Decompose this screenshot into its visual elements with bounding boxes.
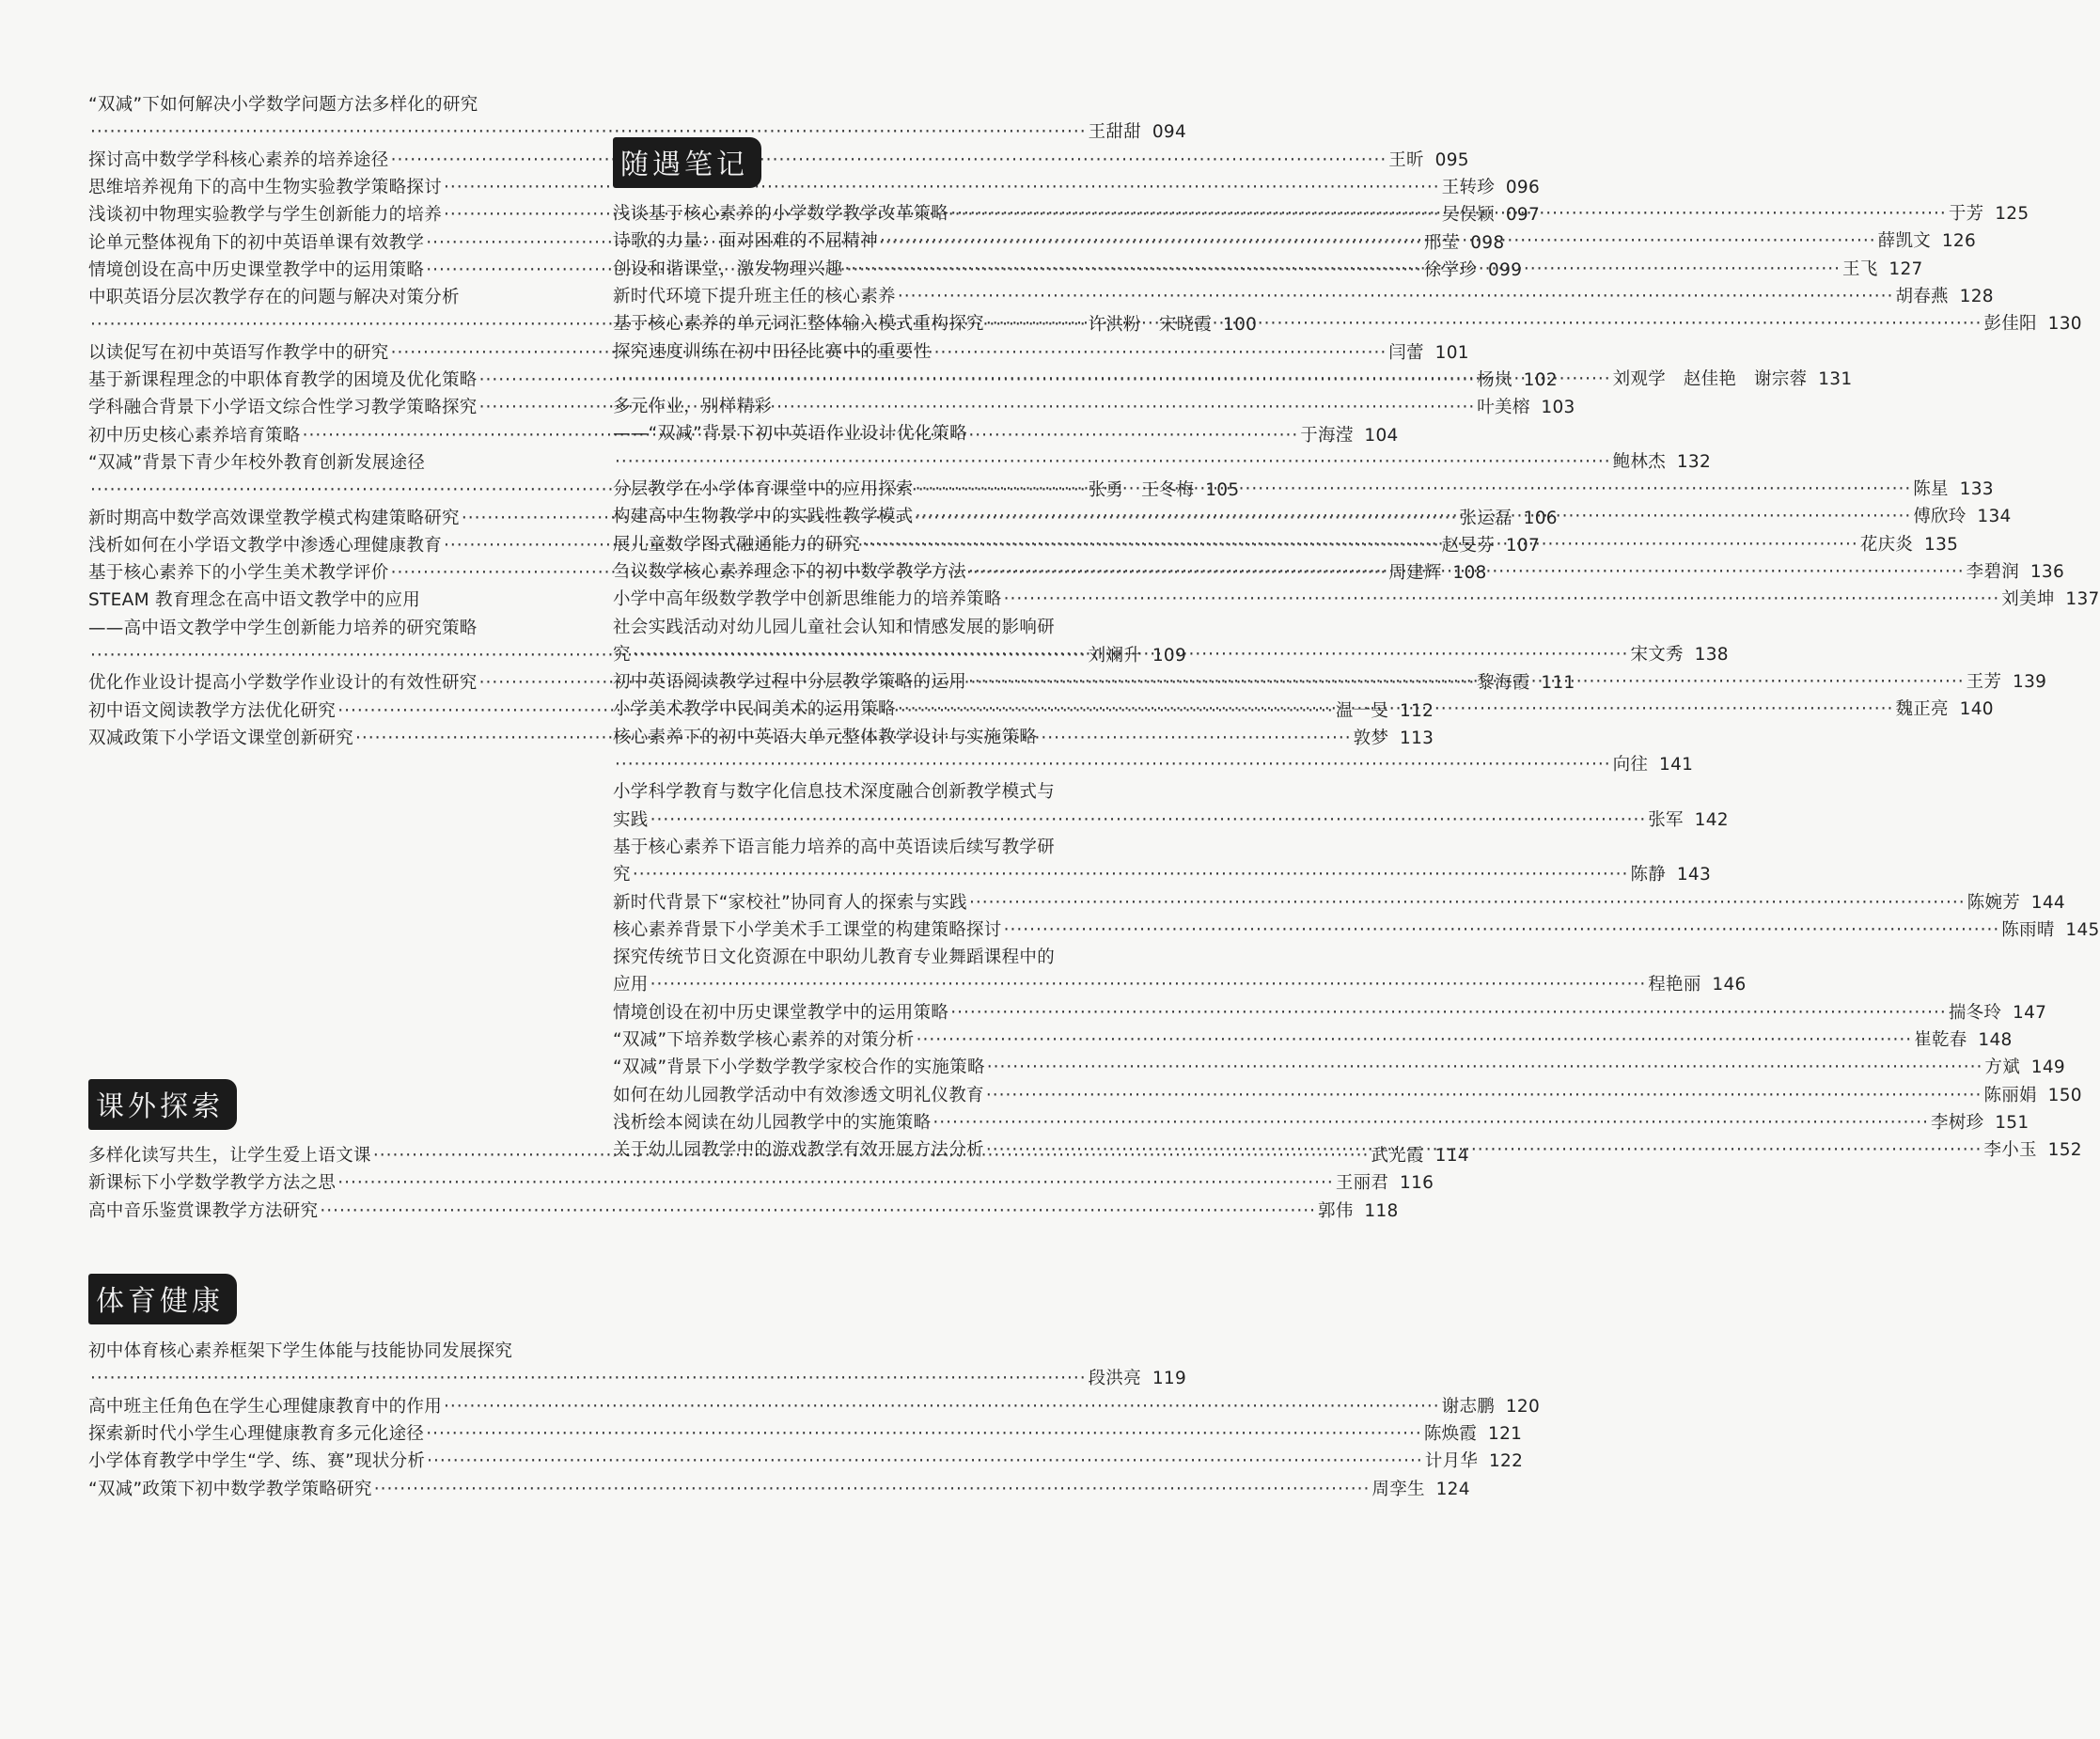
entry-page-number: 109 xyxy=(1152,645,1187,666)
leader-dots xyxy=(968,562,1965,582)
entry-title: 高中音乐鉴赏课教学方法研究 xyxy=(88,1200,319,1221)
entry-page-number: 141 xyxy=(1659,754,1694,775)
entry-author: 魏正亮 xyxy=(1895,699,1949,720)
entry-page-number: 151 xyxy=(1995,1112,2029,1133)
leader-dots xyxy=(1004,920,2000,940)
entry-title: 小学科学教育与数字化信息技术深度融合创新教学模式与 xyxy=(613,782,1056,803)
toc-entry[interactable] xyxy=(613,283,1994,310)
toc-line xyxy=(613,944,1106,971)
entry-author: 傅欣玲 xyxy=(1913,507,1967,527)
entry-title: 分层教学在小学体育课堂中的应用探索 xyxy=(613,479,914,499)
toc-line xyxy=(88,284,587,311)
entry-author: 刘观学 赵佳艳 谢宗蓉 xyxy=(1612,368,1808,389)
leader-dots xyxy=(633,865,1629,885)
toc-entry[interactable] xyxy=(613,1082,2082,1109)
entry-page-number: 102 xyxy=(1523,370,1558,390)
toc-entry[interactable] xyxy=(613,586,2100,613)
entry-page-number: 100 xyxy=(1223,315,1258,336)
toc-entry[interactable] xyxy=(613,916,2100,944)
entry-author: 于芳 xyxy=(1948,204,1984,224)
toc-line xyxy=(613,861,1712,888)
entry-page-number: 107 xyxy=(1505,535,1541,556)
section-heading-kewai: 课外探索 xyxy=(88,1079,237,1130)
leader-dots xyxy=(427,1451,1423,1471)
entry-author: 温一旻 xyxy=(1335,700,1389,721)
entry-page-number: 105 xyxy=(1205,480,1240,501)
entry-author: 郭伟 xyxy=(1318,1200,1354,1221)
entry-author: 方斌 xyxy=(1984,1058,2021,1078)
leader-dots xyxy=(880,231,1876,251)
entry-title: 小学美术教学中民间美术的运用策略 xyxy=(613,699,896,720)
toc-line xyxy=(613,999,2047,1026)
entry-author: 王甜甜 xyxy=(1088,122,1142,143)
entry-title: ——高中语文教学中学生创新能力培养的研究策略 xyxy=(88,618,478,638)
entry-page-number: 130 xyxy=(2047,314,2082,335)
entry-title: 情境创设在高中历史课堂教学中的运用策略 xyxy=(88,259,425,280)
entry-title: 探讨高中数学学科核心素养的培养途径 xyxy=(88,149,389,170)
entry-page-number: 126 xyxy=(1941,231,1977,252)
toc-line xyxy=(88,174,1541,201)
toc-entry[interactable] xyxy=(88,1393,1541,1420)
entry-title: 基于核心素养的单元词汇整体输入模式重构探究 xyxy=(613,314,984,335)
toc-line xyxy=(88,449,587,477)
entry-page-number: 132 xyxy=(1676,451,1712,472)
entry-title: 究 xyxy=(613,865,631,885)
entry-page-number: 097 xyxy=(1505,205,1541,226)
entry-author: 王昕 xyxy=(1388,149,1424,170)
entry-page-number: 095 xyxy=(1434,149,1469,170)
entry-page-number: 125 xyxy=(1995,204,2029,224)
entry-title: 社会实践活动对幼儿园儿童社会认知和情感发展的影响研 xyxy=(613,617,1056,637)
entry-page-number: 144 xyxy=(2030,892,2066,913)
entry-title: 实践 xyxy=(613,809,649,830)
leader-dots xyxy=(844,259,1841,279)
leader-dots xyxy=(916,479,1912,499)
toc-line xyxy=(88,367,1558,394)
entry-author: 吴俣颖 xyxy=(1441,205,1496,226)
toc-entry[interactable] xyxy=(613,1054,2066,1081)
toc-entry[interactable] xyxy=(88,1169,1434,1197)
entry-page-number: 152 xyxy=(2047,1140,2082,1161)
entry-author: 李小玉 xyxy=(1983,1140,2037,1161)
toc-entry[interactable] xyxy=(613,999,2047,1026)
toc-line xyxy=(613,807,1729,834)
entry-author: 张运磊 xyxy=(1459,508,1512,528)
toc-line xyxy=(88,1476,1470,1503)
leader-dots xyxy=(374,1480,1371,1499)
entry-author: 赵旻芬 xyxy=(1441,535,1496,556)
entry-author: 花庆炎 xyxy=(1859,534,1914,555)
leader-dots xyxy=(337,1173,1334,1193)
toc-line xyxy=(88,118,1187,146)
entry-title: 双减政策下小学语文课堂创新研究 xyxy=(88,728,354,748)
entry-page-number: 136 xyxy=(2029,561,2065,582)
entry-author: 敦梦 xyxy=(1353,728,1389,748)
toc-line xyxy=(613,1054,2066,1081)
entry-author: 宋文秀 xyxy=(1630,644,1684,665)
entry-page-number: 114 xyxy=(1434,1146,1469,1166)
entry-author: 李树珍 xyxy=(1931,1112,1984,1133)
entry-page-number: 101 xyxy=(1434,342,1469,363)
entry-title: 思维培养视角下的高中生物实验教学策略探讨 xyxy=(88,177,443,197)
entry-author: 周建辉 xyxy=(1388,563,1442,584)
toc-entry[interactable] xyxy=(88,367,1558,394)
entry-title: 小学中高年级数学教学中创新思维能力的培养策略 xyxy=(613,589,1002,610)
leader-dots xyxy=(986,314,1982,334)
entry-author: 张军 xyxy=(1648,809,1684,830)
entry-title: 如何在幼儿园教学活动中有效渗透文明礼仪教育 xyxy=(613,1085,984,1105)
entry-author: 武光霞 xyxy=(1371,1146,1424,1166)
entry-title: 基于核心素养下的小学生美术教学评价 xyxy=(88,563,389,584)
leader-dots xyxy=(90,122,1087,142)
entry-page-number: 104 xyxy=(1364,425,1399,446)
entry-title: 应用 xyxy=(613,975,649,995)
entry-author: 陈丽娟 xyxy=(1983,1085,2037,1105)
toc-line xyxy=(613,420,1106,447)
entry-author: 王芳 xyxy=(1966,672,2002,693)
entry-author: 段洪亮 xyxy=(1088,1369,1142,1389)
entry-title: 小学体育教学中学生“学、练、赛”现状分析 xyxy=(88,1451,426,1472)
entry-author: 陈星 xyxy=(1913,479,1949,499)
entry-author: 计月华 xyxy=(1424,1451,1479,1472)
entry-author: 徐学珍 xyxy=(1423,259,1478,280)
leader-dots xyxy=(320,1201,1316,1221)
leader-dots xyxy=(650,975,1647,995)
leader-dots xyxy=(444,1397,1440,1417)
entry-title: 究 xyxy=(613,644,631,665)
entry-page-number: 148 xyxy=(1978,1030,2013,1050)
entry-author: 刘斓升 xyxy=(1088,645,1142,666)
leader-dots xyxy=(969,893,1966,913)
leader-dots xyxy=(426,1424,1422,1444)
toc-line xyxy=(613,448,1712,476)
leader-dots xyxy=(950,204,1947,224)
toc-line xyxy=(88,1198,1399,1225)
toc-entry[interactable] xyxy=(613,1109,2029,1136)
toc-line xyxy=(88,1448,1524,1475)
toc-entry[interactable] xyxy=(88,1198,1399,1225)
entry-author: 谢志鹏 xyxy=(1441,1396,1496,1417)
entry-page-number: 150 xyxy=(2047,1085,2082,1105)
entry-page-number: 143 xyxy=(1676,865,1712,885)
leader-dots xyxy=(90,1369,1087,1388)
entry-page-number: 112 xyxy=(1400,700,1434,721)
entry-title: “双减”政策下初中数学教学策略研究 xyxy=(88,1479,372,1499)
leader-dots xyxy=(650,810,1647,830)
entry-author: 叶美榕 xyxy=(1477,398,1530,418)
entry-author: 张勇 王冬梅 xyxy=(1088,480,1195,501)
toc-line xyxy=(613,778,1106,806)
entry-page-number: 116 xyxy=(1400,1173,1434,1194)
toc-entry[interactable] xyxy=(613,1026,2013,1054)
toc-line xyxy=(613,724,1106,751)
entry-author: 程艳丽 xyxy=(1648,975,1701,995)
entry-title: 高中班主任角色在学生心理健康教育中的作用 xyxy=(88,1396,443,1417)
entry-title: 优化作业设计提高小学数学作业设计的有效性研究 xyxy=(88,673,478,694)
entry-author: 邢莹 xyxy=(1423,232,1460,253)
entry-page-number: 145 xyxy=(2065,919,2100,940)
leader-dots xyxy=(986,1086,1982,1105)
entry-page-number: 096 xyxy=(1505,177,1541,197)
entry-page-number: 138 xyxy=(1694,644,1729,665)
entry-title: 中职英语分层次教学存在的问题与解决对策分析 xyxy=(88,288,460,308)
entry-page-number: 134 xyxy=(1977,507,2012,527)
leader-dots xyxy=(932,1113,1929,1133)
leader-dots xyxy=(615,452,1611,472)
entry-page-number: 111 xyxy=(1541,673,1575,694)
entry-title: STEAM 教育理念在高中语文教学中的应用 xyxy=(88,590,421,611)
entry-title: 新时代环境下提升班主任的核心素养 xyxy=(613,286,896,306)
toc-entry[interactable] xyxy=(88,91,1187,147)
entry-title: 多样化读写共生，让学生爱上语文课 xyxy=(88,1146,371,1166)
toc-entry[interactable] xyxy=(88,1476,1470,1503)
entry-page-number: 094 xyxy=(1152,122,1187,143)
entry-title: 浅谈初中物理实验教学与学生创新能力的培养 xyxy=(88,205,443,226)
toc-entry[interactable] xyxy=(613,889,2066,916)
leader-dots xyxy=(950,1003,1947,1023)
toc-line xyxy=(613,889,2066,916)
entry-page-number: 127 xyxy=(1888,258,1923,279)
entry-title: 多元作业，别样精彩 xyxy=(613,397,773,417)
entry-title: 论单元整体视角下的初中英语单课有效教学 xyxy=(88,232,425,253)
toc-line xyxy=(613,751,1694,778)
leader-dots xyxy=(633,645,1629,665)
toc-entry[interactable] xyxy=(613,944,1747,999)
toc-line xyxy=(88,1365,1187,1392)
entry-author: 陈婉芳 xyxy=(1967,892,2021,913)
entry-page-number: 128 xyxy=(1959,286,1994,306)
entry-title: 核心素养下的初中英语大单元整体教学设计与实施策略 xyxy=(613,727,1038,747)
entry-author: 刘美坤 xyxy=(2001,589,2055,610)
entry-author: 陈雨晴 xyxy=(2001,919,2055,940)
entry-author: 崔乾春 xyxy=(1914,1030,1967,1050)
entry-page-number: 098 xyxy=(1470,232,1505,253)
entry-title: 浅谈基于核心素养的小学数学教学改革策略 xyxy=(613,204,949,224)
entry-title: 探索新时代小学生心理健康教育多元化途径 xyxy=(88,1423,425,1444)
entry-page-number: 121 xyxy=(1488,1423,1523,1444)
entry-title: 探究传统节日文化资源在中职幼儿教育专业舞蹈课程中的 xyxy=(613,948,1056,968)
entry-page-number: 135 xyxy=(1924,534,1959,555)
entry-page-number: 142 xyxy=(1694,809,1729,830)
toc-line xyxy=(613,1082,2082,1109)
toc-line xyxy=(88,587,587,614)
entry-title: 学科融合背景下小学语文综合性学习教学策略探究 xyxy=(88,398,478,418)
toc-line xyxy=(88,642,1187,669)
toc-entry[interactable] xyxy=(88,1420,1523,1448)
entry-author: 闫蕾 xyxy=(1388,342,1424,363)
toc-line xyxy=(613,338,1106,366)
leader-dots xyxy=(986,1140,1982,1160)
leader-dots xyxy=(987,1058,1983,1077)
entry-author: 胡春燕 xyxy=(1895,286,1949,306)
entry-title: 创设和谐课堂，激发物理兴趣 xyxy=(613,258,843,279)
toc-entry[interactable] xyxy=(88,174,1541,201)
toc-line xyxy=(613,971,1747,998)
leader-dots xyxy=(862,535,1858,555)
entry-author: 于海滢 xyxy=(1300,425,1354,446)
leader-dots xyxy=(917,1030,1913,1050)
entry-title: 展儿童数学图式融通能力的研究 xyxy=(613,534,861,555)
entry-title: “双减”下如何解决小学数学问题方法多样化的研究 xyxy=(88,95,478,115)
entry-title: 初中历史核心素养培育策略 xyxy=(88,425,301,446)
entry-title: 新课标下小学数学教学方法之思 xyxy=(88,1173,337,1194)
entry-author: 李碧润 xyxy=(1966,561,2020,582)
entry-title: ——“双减”背景下初中英语作业设计优化策略 xyxy=(613,424,967,445)
toc-entry[interactable] xyxy=(613,834,1712,889)
entry-author: 许洪粉 宋晓霞 xyxy=(1088,315,1213,336)
entry-title: “双减”背景下小学数学教学家校合作的实施策略 xyxy=(613,1058,985,1078)
toc-line xyxy=(88,1169,1434,1197)
entry-title: 浅析如何在小学语文教学中渗透心理健康教育 xyxy=(88,535,443,556)
entry-page-number: 108 xyxy=(1452,563,1487,584)
toc-line xyxy=(88,1338,587,1365)
toc-line xyxy=(88,91,587,118)
entry-title: 情境创设在初中历史课堂教学中的运用策略 xyxy=(613,1002,949,1023)
entry-author: 陈焕霞 xyxy=(1423,1423,1478,1444)
entry-author: 杨岚 xyxy=(1477,370,1512,390)
entry-title: 刍议数学核心素养理念下的初中数学教学方法 xyxy=(613,561,967,582)
entry-title: “双减”背景下青少年校外教育创新发展途径 xyxy=(88,452,426,473)
entry-author: 黎海霞 xyxy=(1477,673,1530,694)
entry-title: 基于核心素养下语言能力培养的高中英语读后续写教学研 xyxy=(613,837,1056,857)
entry-page-number: 140 xyxy=(1959,699,1994,720)
toc-line xyxy=(613,393,1106,420)
entry-author: 周孪生 xyxy=(1371,1479,1425,1499)
toc-line xyxy=(613,283,1994,310)
entry-author: 鲍林杰 xyxy=(1612,451,1667,472)
toc-line xyxy=(613,834,1106,861)
entry-title: 构建高中生物教学中的实践性教学模式 xyxy=(613,507,914,527)
leader-dots xyxy=(444,178,1440,197)
entry-title: 新时代背景下“家校社”协同育人的探索与实践 xyxy=(613,892,967,913)
toc-line xyxy=(613,916,2100,944)
toc-line xyxy=(88,1420,1523,1448)
entry-author: 彭佳阳 xyxy=(1983,314,2037,335)
entry-page-number: 131 xyxy=(1818,368,1853,389)
leader-dots xyxy=(1004,589,2000,609)
entry-title: “双减”下培养数学核心素养的对策分析 xyxy=(613,1030,915,1050)
leader-dots xyxy=(615,369,1611,389)
entry-page-number: 119 xyxy=(1152,1369,1187,1389)
entry-page-number: 113 xyxy=(1400,728,1434,748)
entry-page-number: 137 xyxy=(2065,589,2100,610)
leader-dots xyxy=(898,287,1894,306)
entry-title: 新时期高中数学高效课堂教学模式构建策略研究 xyxy=(88,508,460,528)
entry-author: 王飞 xyxy=(1842,258,1878,279)
leader-dots xyxy=(391,150,1387,170)
entry-title: 浅析绘本阅读在幼儿园教学中的实施策略 xyxy=(613,1112,932,1133)
entry-title: 探究速度训练在初中田径比赛中的重要性 xyxy=(613,341,932,362)
section-heading-suiyu: 随遇笔记 xyxy=(613,137,761,188)
entry-page-number: 139 xyxy=(2013,672,2047,693)
section-heading-tiyu: 体育健康 xyxy=(88,1274,237,1324)
leader-dots xyxy=(916,507,1912,526)
entry-page-number: 149 xyxy=(2030,1058,2066,1078)
entry-author: 揣冬玲 xyxy=(1948,1002,2002,1023)
toc-line xyxy=(88,1393,1541,1420)
entry-author: 王转珍 xyxy=(1441,177,1496,197)
entry-page-number: 124 xyxy=(1435,1479,1470,1499)
toc-line xyxy=(613,1109,2029,1136)
leader-dots xyxy=(615,755,1611,775)
entry-page-number: 120 xyxy=(1505,1396,1541,1417)
entry-title: 以读促写在初中英语写作教学中的研究 xyxy=(88,342,389,363)
entry-author: 薛凯文 xyxy=(1877,231,1932,252)
entry-author: 陈静 xyxy=(1630,865,1667,885)
entry-title: 诗歌的力量：面对困难的不屈精神 xyxy=(613,231,879,252)
entry-page-number: 103 xyxy=(1541,398,1575,418)
entry-title: 关于幼儿园教学中的游戏教学有效开展方法分析 xyxy=(613,1140,984,1161)
entry-title: 初中英语阅读教学过程中分层教学策略的运用 xyxy=(613,672,967,693)
toc-entry[interactable] xyxy=(613,778,1729,834)
entry-page-number: 118 xyxy=(1364,1200,1399,1221)
entry-page-number: 133 xyxy=(1959,479,1994,499)
entry-title: 初中体育核心素养框架下学生体能与技能协同发展探究 xyxy=(88,1341,513,1361)
entry-page-number: 122 xyxy=(1488,1451,1524,1472)
toc-entry[interactable] xyxy=(88,1338,1187,1393)
entry-title: 核心素养背景下小学美术手工课堂的构建策略探讨 xyxy=(613,919,1002,940)
entry-page-number: 106 xyxy=(1523,508,1558,528)
entry-author: 王丽君 xyxy=(1335,1173,1389,1194)
toc-line xyxy=(613,586,2100,613)
toc-entry[interactable] xyxy=(88,1448,1524,1475)
entry-page-number: 146 xyxy=(1712,975,1747,995)
leader-dots xyxy=(968,672,1965,692)
entry-title: 基于新课程理念的中职体育教学的困境及优化策略 xyxy=(88,370,478,390)
entry-title: 初中语文阅读教学方法优化研究 xyxy=(88,700,337,721)
toc-line xyxy=(613,614,1106,641)
toc-line xyxy=(613,1026,2013,1054)
entry-page-number: 147 xyxy=(2013,1002,2047,1023)
entry-author: 向往 xyxy=(1612,754,1649,775)
toc-line xyxy=(88,615,587,642)
leader-dots xyxy=(898,699,1894,719)
entry-page-number: 099 xyxy=(1488,259,1523,280)
